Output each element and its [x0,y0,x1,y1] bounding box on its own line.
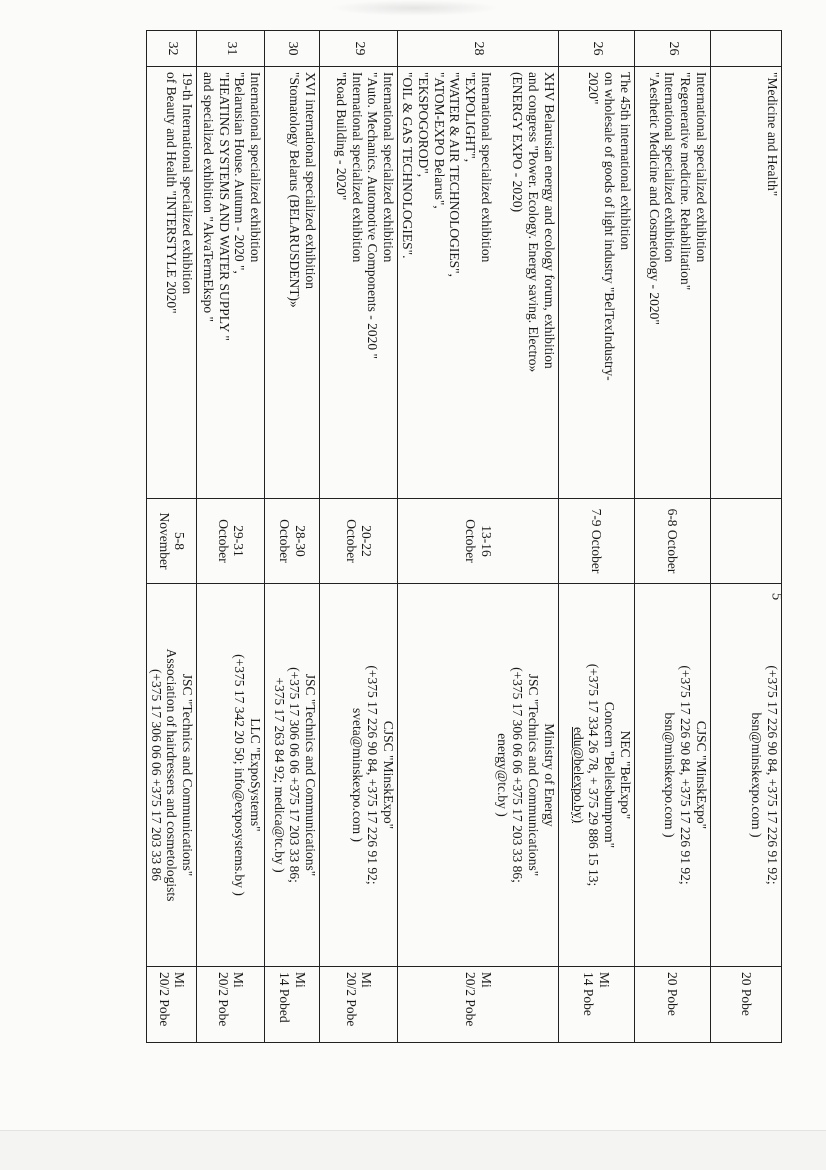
organizer-line: (+375 17 306 06 06 +375 17 203 33 86; [510,667,526,883]
title-line: on wholesale of goods of light industry "BelTexIndustry- [602,72,618,381]
title-line: International specialized exhibition [694,72,709,263]
dates-cell [265,499,320,584]
organizer-line: JSC "Technics and Communications" [303,673,319,877]
title-line: XHV Belarusian energy and ecology forum, exhibition [542,72,557,369]
exhibition-title-cell [559,67,635,499]
exhibitions-table-body [146,31,781,1043]
title-line: International specialized exhibition [349,72,365,263]
organizer-cell [265,584,320,967]
venue-cell [320,967,398,1043]
title-line: "Regenerative medicine. Rehabilitation" [678,72,694,291]
scan-bottom-edge [0,1130,826,1170]
date-line [738,504,754,578]
organizer-line: +375 17 263 84 92; medica@tc.by ) [271,677,287,873]
date-line: 20-22 [359,525,375,557]
row-number-cell [265,31,320,67]
title-line: "Stomatology Belarus (BELARUSDENT)» [287,72,303,308]
exhibition-title-cell [398,67,559,499]
row-number: 26 [665,41,681,56]
date-line: October [463,519,479,563]
table-row [711,31,782,1043]
dates-cell [320,499,398,584]
organizer-line: energy@tc.by ) [494,733,510,817]
title-line: "ATOM-EXPO Belarus", [431,72,447,209]
organizer-line: Ministry of Energy [542,723,557,827]
title-line: International specialized exhibition [662,72,678,263]
title-line: and specialized exhibition "AkvaTermEkspo " [200,72,216,323]
dates-cell [559,499,635,584]
dates-cell [197,499,265,584]
title-line: International specialized exhibition [381,72,397,263]
venue-cell [635,967,711,1043]
dates-cell [711,499,782,584]
exhibition-title-cell [197,67,265,499]
venue-line: 14 Pobed [277,972,293,1023]
title-line: "Medicine and Health" [765,72,780,197]
organizer-line: Concern "Bellesbumprom" [602,701,618,849]
organizer-cell [197,584,265,967]
table-row [197,31,265,1043]
title-line: XVI international specialized exhibition [303,72,319,290]
organizer-line: bsn@minskexpo.com ) [662,712,678,838]
venue-line: 14 Pobe [581,972,597,1016]
exhibition-title-cell [635,67,711,499]
dates-cell [635,499,711,584]
organizer-line: edu@belexpo.by) [570,726,586,824]
title-line: "Aesthetic Medicine and Cosmetology - 2020" [646,72,662,325]
title-line: 2020" [586,72,602,105]
date-line: 28-30 [292,525,308,557]
venue-cell [146,967,196,1043]
organizer-line: (+375 17 226 90 84, +375 17 226 91 92; [678,665,694,885]
venue-line: 20 Pobe [738,972,754,1016]
organizer-line: NEC "BelExpo" [618,730,633,820]
organizer-cell [398,584,559,967]
row-number: 26 [589,41,605,56]
title-line: "WATER & AIR TECHNOLOGIES", [447,72,463,278]
venue-line: Mi [478,972,494,988]
venue-line: Mi [359,972,375,988]
row-number-cell [559,31,635,67]
row-number: 31 [223,41,239,56]
title-line: "EXPOLIGHT", [463,72,479,163]
title-line: "Road Building - 2020" [333,72,349,201]
organizer-cell [635,584,711,967]
date-line: October [215,519,231,563]
organizer-line: JSC "Technics and Communications" [180,673,196,877]
title-line: "OIL & GAS TECHNOLOGIES". [399,72,415,259]
title-line: "Belarusian House. Autumn - 2020 ", [232,72,248,274]
exhibitions-table [146,30,785,1043]
page-number: 5 [768,592,785,601]
row-number-cell [197,31,265,67]
venue-line: Mi [172,972,188,988]
row-number: 29 [351,41,367,56]
date-line: 6-8 October [665,508,681,574]
title-line: "Auto. Mechanics. Automotive Components - 2020 " [365,72,381,359]
organizer-cell [711,584,785,967]
date-line: October [343,519,359,563]
date-line: 13-16 [478,525,494,557]
organizer-cell [559,584,635,967]
venue-line: 20/2 Pobe [343,972,359,1027]
row-number-cell [711,31,782,67]
organizer-line: CJSC "MinskExpo" [381,720,397,830]
organizer-line: (+375 17 226 90 84, +375 17 226 91 92; [765,665,780,885]
organizer-line: (+375 17 306 06 06 +375 17 203 33 86 [148,668,164,882]
venue-line: 20 Pobe [665,972,681,1016]
table-row [398,31,559,1043]
title-line: 19-th International specialized exhibition [180,72,196,295]
title-line: (ENERGY EXPO - 2020) [510,72,526,213]
dates-cell [146,499,196,584]
title-line: and congress "Power. Ecology. Energy saving. Electro» [526,72,542,373]
title-line: The 45th international exhibition [618,72,633,251]
table-row [146,31,196,1043]
title-line: International specialized exhibition [478,72,494,263]
organizer-cell [146,584,196,967]
row-number-cell [320,31,398,67]
exhibition-title-cell [265,67,320,499]
organizer-line: sveta@minskexpo.com ) [349,708,365,842]
dates-cell [398,499,559,584]
venue-cell [559,967,635,1043]
row-number-cell [146,31,196,67]
organizer-line: LLC "ExpoSystems" [248,718,264,832]
organizer-line: CJSC "MinskExpo" [694,720,709,830]
table-row [559,31,635,1043]
title-line: "EKSPOGOROD", [415,72,431,178]
organizer-line: (+375 17 306 06 06 +375 17 203 33 86; [287,667,303,883]
date-line: 29-31 [231,525,247,557]
scan-smudge [330,0,500,16]
title-line: of Beauty and Health "INTERSTYLE 2020" [164,72,180,314]
organizer-line: (+375 17 342 20 50; info@exposystems.by ) [232,654,248,896]
venue-cell [398,967,559,1043]
organizer-line: (+375 17 334 26 78, + 375 29 886 15 13; [586,663,602,887]
title-line: International specialized exhibition [248,72,264,263]
exhibition-title-cell [711,67,782,499]
title-line: "HEATING SYSTEMS AND WATER SUPPLY " [216,72,232,341]
venue-line: 20/2 Pobe [156,972,172,1027]
organizer-line: JSC "Technics and Communications" [526,673,542,877]
organizer-line: Association of hairdressers and cosmetologists [164,648,180,902]
row-number-cell [635,31,711,67]
row-number: 30 [285,41,301,56]
organizer-cell [320,584,398,967]
date-line: November [156,512,172,570]
rotated-table-wrapper [40,30,785,1042]
title-line [494,72,510,493]
table-row [265,31,320,1043]
venue-cell [265,967,320,1043]
organizer-line: bsn@minskexpo.com ) [749,712,765,838]
venue-line: Mi [231,972,247,988]
table-row [635,31,711,1043]
date-line: 5-8 [172,532,188,550]
exhibition-title-cell [146,67,196,499]
venue-cell [197,967,265,1043]
date-line: 7-9 October [589,508,605,574]
venue-line: Mi [597,972,613,988]
table-row [320,31,398,1043]
venue-line: 20/2 Pobe [463,972,479,1027]
venue-line: Mi [292,972,308,988]
row-number-cell [398,31,559,67]
row-number: 32 [164,41,180,56]
venue-cell [711,967,782,1043]
venue-line: 20/2 Pobe [215,972,231,1027]
organizer-line: (+375 17 226 90 84, +375 17 226 91 92; [365,665,381,885]
exhibition-title-cell [320,67,398,499]
date-line: October [277,519,293,563]
row-number: 28 [471,41,487,56]
